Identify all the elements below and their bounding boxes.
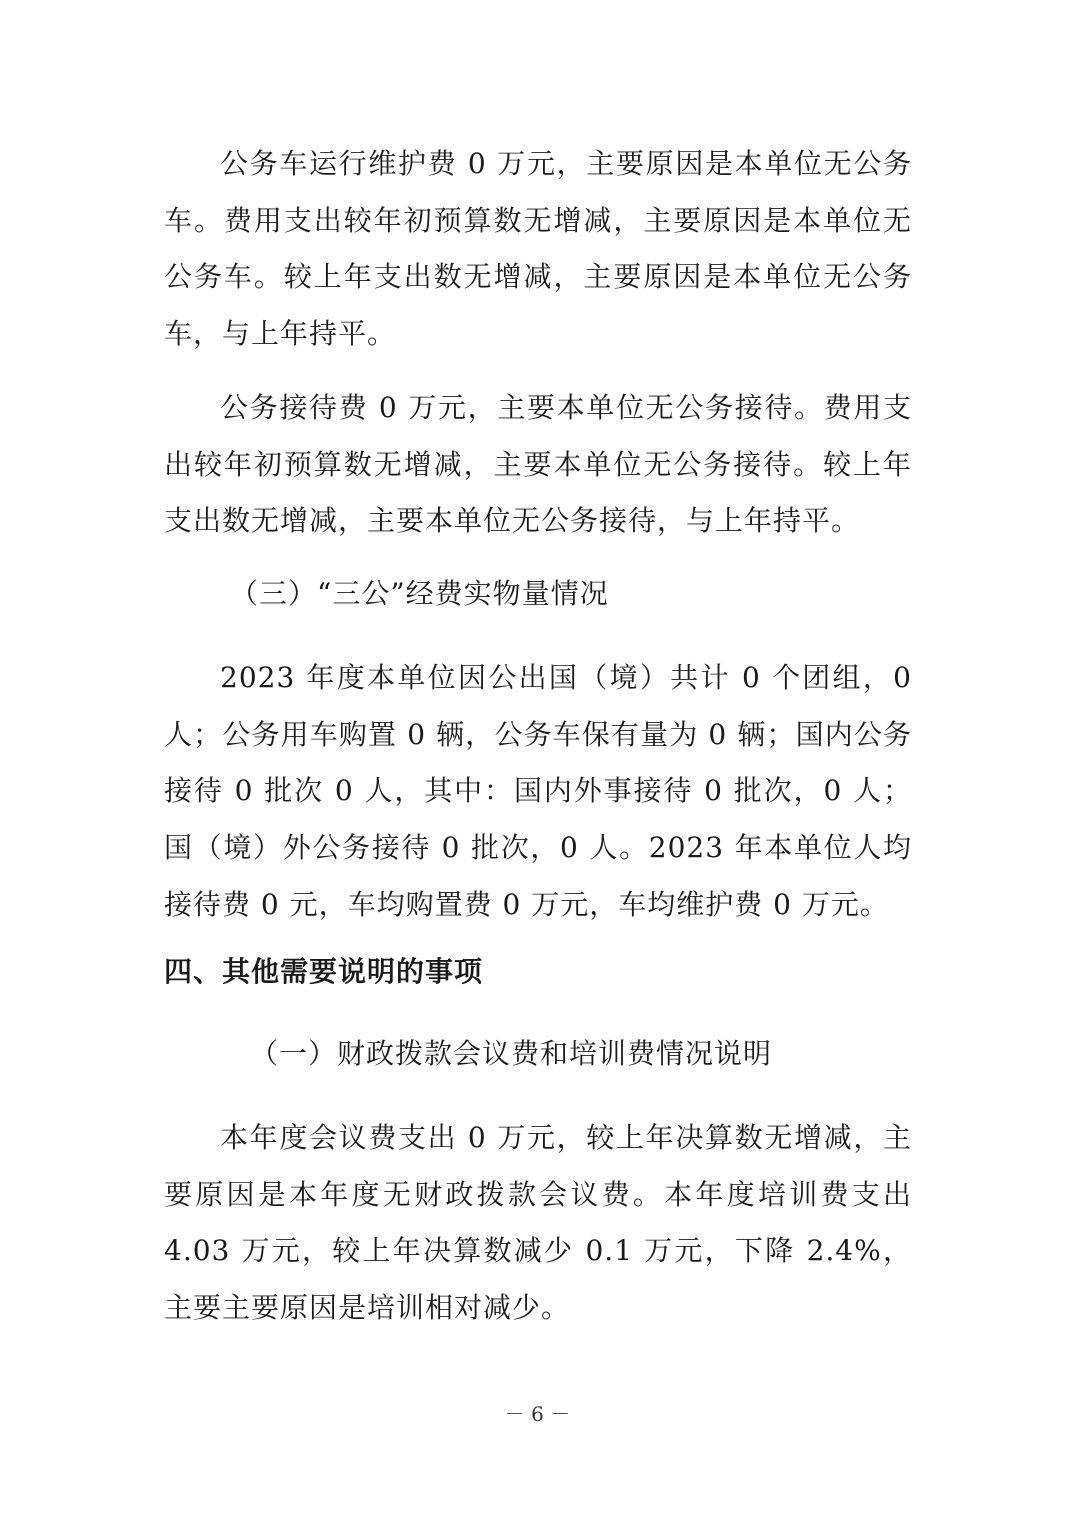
- page-number: － 6 －: [504, 1402, 571, 1426]
- section-heading-other-matters: 四、其他需要说明的事项: [164, 955, 484, 988]
- paragraph-reception-fee: 公务接待费 0 万元，主要本单位无公务接待。费用支出较年初预算数无增减，主要本单位无公务接待。较上年支出数无增减，主要本单位无公务接待，与上年持平。: [164, 391, 912, 538]
- subsection-heading-meeting-training: （一）财政拨款会议费和培训费情况说明: [250, 1037, 773, 1070]
- paragraph-car-maintenance-fee: 公务车运行维护费 0 万元，主要原因是本单位无公务车。费用支出较年初预算数无增减，主要原因是本单位无公务车。较上年支出数无增减，主要原因是本单位无公务车，与上年持平。: [164, 147, 912, 351]
- paragraph-physical-quantity: 2023 年度本单位因公出国（境）共计 0 个团组，0 人；公务用车购置 0 辆，公务车保有量为 0 辆；国内公务接待 0 批次 0 人，其中：国内外事接待 0 批次，0 人；国（境）外公务接待 0 批次，0 人。2023 年本单位人均接待费 0 元，车均购置费 0 万元，车均维护费 0 万元。: [164, 661, 912, 921]
- paragraph-meeting-training-fee: 本年度会议费支出 0 万元，较上年决算数无增减，主要原因是本年度无财政拨款会议费。本年度培训费支出 4.03 万元，较上年决算数减少 0.1 万元，下降 2.4%，主要主要原因是培训相对减少。: [164, 1121, 912, 1325]
- subsection-heading-physical-quantity: （三）“三公”经费实物量情况: [230, 577, 609, 610]
